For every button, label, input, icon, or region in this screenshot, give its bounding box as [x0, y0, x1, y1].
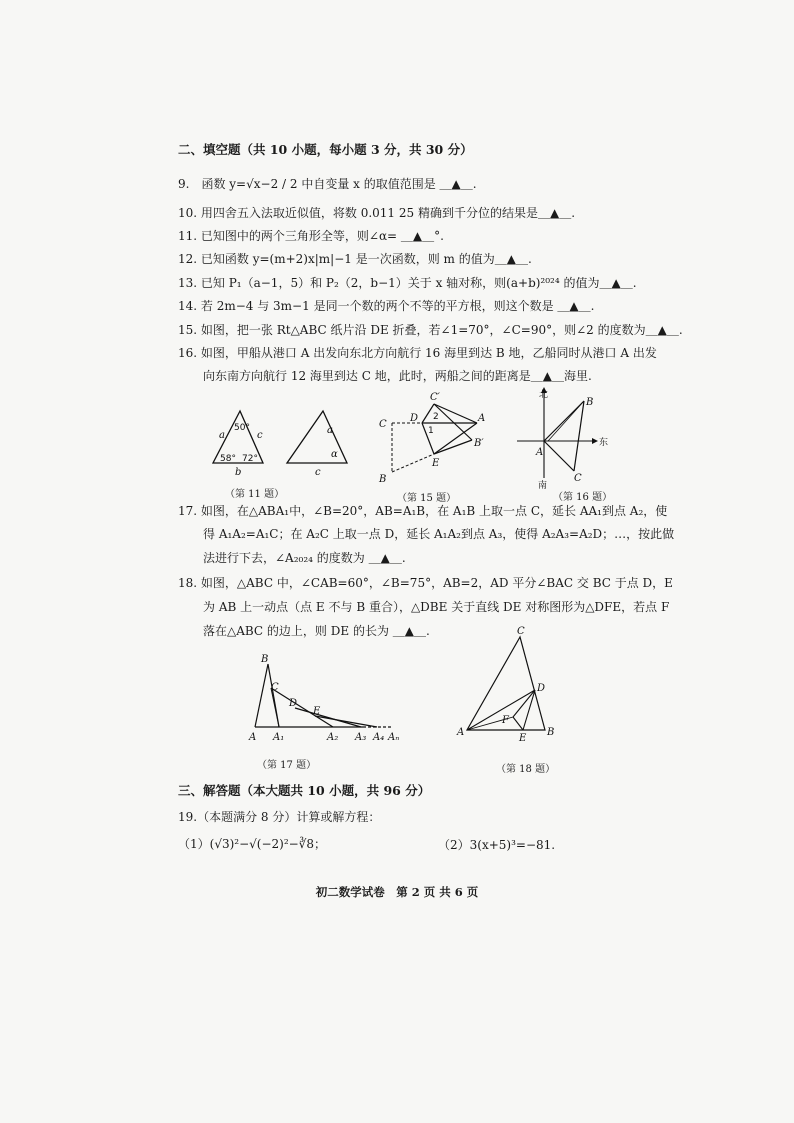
- figure-11: [205, 405, 355, 480]
- figure-15: [372, 390, 497, 490]
- fig16-east: 东: [599, 438, 609, 448]
- fig11-alpha: α: [331, 449, 338, 460]
- question-15: 15. 如图，把一张 Rt△ABC 纸片沿 DE 折叠，若∠1=70°，∠C=90°，则∠2 的度数为＿▲＿.: [178, 323, 683, 337]
- fig16-north: 北: [539, 390, 549, 400]
- question-10: 10. 用四舍五入法取近似值，将数 0.011 25 精确到千分位的结果是＿▲＿.: [178, 206, 576, 220]
- fig18-label-a: A: [457, 727, 465, 738]
- fig15-label-c-prime: C′: [430, 392, 440, 403]
- fig18-label-f: F: [502, 715, 509, 726]
- page-footer: 初二数学试卷 第 2 页 共 6 页: [315, 885, 479, 899]
- fig17-label-an: Aₙ: [388, 732, 400, 742]
- fig17-label-a1: A₁: [273, 732, 285, 742]
- section-2-title: 二、填空题（共 10 小题，每小题 3 分，共 30 分）: [178, 142, 473, 157]
- caption-fig16: （第 16 题）: [553, 492, 613, 503]
- caption-fig15: （第 15 题）: [397, 493, 457, 504]
- question-17-line3: 法进行下去，∠A₂₀₂₄ 的度数为 ＿▲＿.: [203, 551, 406, 565]
- fig15-label-e: E: [432, 458, 440, 469]
- question-19-part2: （2）3(x+5)³=−81.: [438, 838, 556, 852]
- fig17-label-b: B: [261, 654, 269, 665]
- question-19-title: 19.（本题满分 8 分）计算或解方程：: [178, 810, 381, 824]
- fig15-angle-1: 1: [428, 426, 434, 436]
- fig15-label-b-prime: B′: [474, 438, 484, 449]
- question-19-part1: （1）(√3)²−√(−2)²−∛8；: [178, 837, 326, 851]
- fig11-label-a2: a: [327, 425, 333, 436]
- question-12: 12. 已知函数 y=(m+2)x|m|−1 是一次函数，则 m 的值为＿▲＿.: [178, 252, 532, 266]
- fig18-label-c: C: [517, 626, 525, 637]
- fig11-label-c: c: [257, 430, 263, 441]
- fig16-south: 南: [538, 481, 548, 491]
- fig17-label-a3: A₃: [355, 732, 367, 742]
- fig17-label-e: E: [313, 706, 321, 717]
- question-17-line1: 17. 如图，在△ABA₁中，∠B=20°，AB=A₁B，在 A₁B 上取一点 C，延长 AA₁到点 A₂，使: [178, 504, 668, 518]
- caption-fig11: （第 11 题）: [225, 489, 285, 500]
- figure-17: [243, 650, 403, 742]
- fig16-label-c: C: [574, 473, 582, 484]
- fig11-angle-72: 72°: [242, 454, 258, 464]
- question-14: 14. 若 2m−4 与 3m−1 是同一个数的两个不等的平方根，则这个数是 ＿▲＿.: [178, 299, 595, 313]
- question-16-line1: 16. 如图，甲船从港口 A 出发向东北方向航行 16 海里到达 B 地，乙船同时从港口 A 出发: [178, 346, 657, 360]
- figure-18: [455, 625, 565, 745]
- question-18-line2: 为 AB 上一动点（点 E 不与 B 重合），△DBE 关于直线 DE 对称图形为△DFE，若点 F: [203, 600, 670, 614]
- fig15-label-c: C: [379, 419, 387, 430]
- question-18-line3: 落在△ABC 的边上，则 DE 的长为 ＿▲＿.: [203, 624, 430, 638]
- fig18-label-b: B: [547, 727, 555, 738]
- fig15-label-b: B: [379, 474, 387, 485]
- fig15-label-d: D: [410, 413, 419, 424]
- fig11-label-c2: c: [315, 467, 321, 478]
- caption-fig17: （第 17 题）: [257, 760, 317, 771]
- question-13: 13. 已知 P₁（a−1，5）和 P₂（2，b−1）关于 x 轴对称，则(a+b)²⁰²⁴ 的值为＿▲＿.: [178, 276, 637, 290]
- question-11: 11. 已知图中的两个三角形全等，则∠α= ＿▲＿°.: [178, 229, 444, 243]
- question-17-line2: 得 A₁A₂=A₁C；在 A₂C 上取一点 D，延长 A₁A₂到点 A₃，使得 A₂A₃=A₂D；…，按此做: [203, 527, 675, 541]
- question-16-line2: 向东南方向航行 12 海里到达 C 地，此时，两船之间的距离是＿▲＿海里.: [203, 369, 592, 383]
- section-3-title: 三、解答题（本大题共 10 小题，共 96 分）: [178, 783, 431, 798]
- question-9: 9. 函数 y=√x−2 / 2 中自变量 x 的取值范围是 ＿▲＿.: [178, 177, 477, 191]
- caption-fig18: （第 18 题）: [496, 764, 556, 775]
- fig15-angle-2: 2: [433, 412, 439, 422]
- fig17-label-a4: A₄: [373, 732, 385, 742]
- question-18-line1: 18. 如图，△ABC 中，∠CAB=60°，∠B=75°，AB=2，AD 平分∠BAC 交 BC 于点 D，E: [178, 576, 673, 590]
- fig16-label-b: B: [586, 397, 594, 408]
- fig18-label-d: D: [537, 683, 546, 694]
- fig11-angle-58: 58°: [220, 454, 236, 464]
- fig17-label-a2: A₂: [327, 732, 339, 742]
- fig17-label-c: C: [271, 682, 279, 693]
- fig11-label-b: b: [235, 467, 242, 478]
- fig11-angle-50: 50°: [234, 423, 250, 433]
- fig16-label-a: A: [536, 447, 544, 458]
- fig15-label-a: A: [478, 413, 486, 424]
- fig11-label-a: a: [219, 430, 225, 441]
- fig18-label-e: E: [519, 733, 527, 744]
- fig17-label-a: A: [249, 732, 257, 742]
- figure-16: [512, 383, 612, 491]
- fig17-label-d: D: [289, 698, 298, 709]
